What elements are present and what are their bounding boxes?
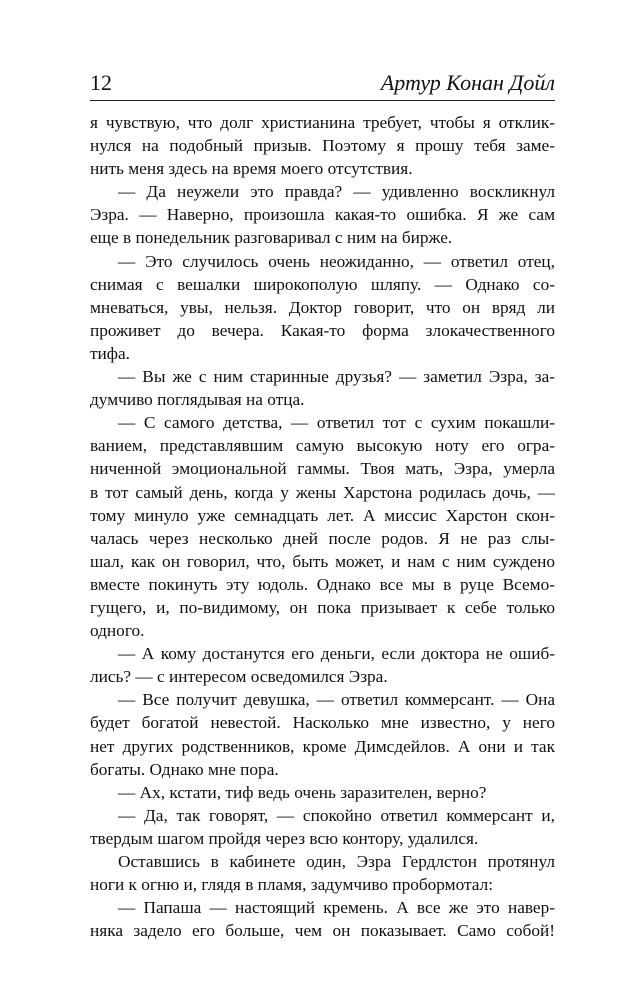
text-line: нить меня здесь на время моего отсутствия. — [90, 159, 413, 179]
text-line: — Да, так говорят, — спокойно ответил коммерсант и, — [118, 805, 555, 825]
text-line: я чувствую, что долг христианина требует, чтобы я отклик- — [90, 113, 555, 132]
text-line: няка задело его больше, чем он показывает. Само собой! — [90, 921, 555, 941]
text-line: в тот самый день, когда у жены Харстона родилась дочь, — — [90, 482, 555, 502]
text-line: — Это случилось очень неожиданно, — ответил отец, — [118, 251, 555, 271]
text-line: — Папаша — настоящий кремень. А все же это навер- — [118, 898, 555, 918]
text-line: — Да неужели это правда? — удивленно воскликнул — [118, 182, 555, 202]
text-line: шал, как он говорил, что, быть может, и нам с ним суждено — [90, 551, 555, 571]
text-line: лись? — с интересом осведомился Эзра. — [90, 667, 388, 687]
text-line: — Ах, кстати, тиф ведь очень заразителен, верно? — [118, 782, 487, 802]
text-line: — Все получит девушка, — ответил коммерсант. — Она — [118, 690, 555, 710]
text-line: тифа. — [90, 343, 130, 363]
text-line: ниченной эмоциональной гаммы. Твоя мать, Эзра, умерла — [90, 459, 555, 479]
text-line: будет богатой невестой. Насколько мне известно, у него — [90, 713, 555, 733]
header-rule — [90, 100, 555, 101]
text-line: одного. — [90, 621, 145, 641]
text-line: гущего, и, по-видимому, он пока призывает к себе только — [90, 597, 555, 617]
text-line: твердым шагом пройдя через всю контору, удалился. — [90, 828, 479, 848]
text-line: Эзра. — Наверно, произошла какая-то ошибка. Я же сам — [90, 205, 555, 225]
text-line: — А кому достанутся его деньги, если доктора не ошиб- — [118, 644, 555, 664]
text-line: ноги к огню и, глядя в пламя, задумчиво пробормотал: — [90, 875, 494, 895]
text-line: — Вы же с ним старинные друзья? — заметил Эзра, за- — [118, 367, 555, 387]
text-line: ванием, представлявшим самую высокую ноту его огра- — [90, 436, 555, 456]
text-line: думчиво поглядывая на отца. — [90, 390, 305, 410]
text-line: мневаться, увы, нельзя. Доктор говорит, что он вряд ли — [90, 297, 555, 317]
text-line: еще в понедельник разговаривал с ним на бирже. — [90, 228, 453, 248]
body-text — [90, 111, 555, 942]
text-line: нулся на подобный призыв. Поэтому я прошу тебя заме- — [90, 136, 555, 156]
text-line: снимая с вешалки широкополую шляпу. — Однако со- — [90, 274, 555, 294]
text-line: чалась через несколько дней после родов. Я не раз слы- — [90, 528, 555, 548]
text-line: проживет до вечера. Какая-то форма злокачественного — [90, 320, 555, 340]
page-number: 12 — [90, 70, 112, 95]
running-head-author: Артур Конан Дойл — [380, 70, 555, 95]
text-line: вместе покинуть эту юдоль. Однако все мы в руце Всемо- — [90, 574, 555, 594]
page-header — [90, 66, 555, 100]
text-line: богаты. Однако мне пора. — [90, 759, 279, 779]
text-line: нет других родственников, кроме Димсдейлов. А они и так — [90, 736, 555, 756]
text-line: тому минуло уже семнадцать лет. А миссис Харстон скон- — [90, 505, 555, 525]
text-line: Оставшись в кабинете один, Эзра Гердлстон протянул — [118, 852, 555, 871]
text-line: — С самого детства, — ответил тот с сухим покашли- — [118, 413, 555, 433]
